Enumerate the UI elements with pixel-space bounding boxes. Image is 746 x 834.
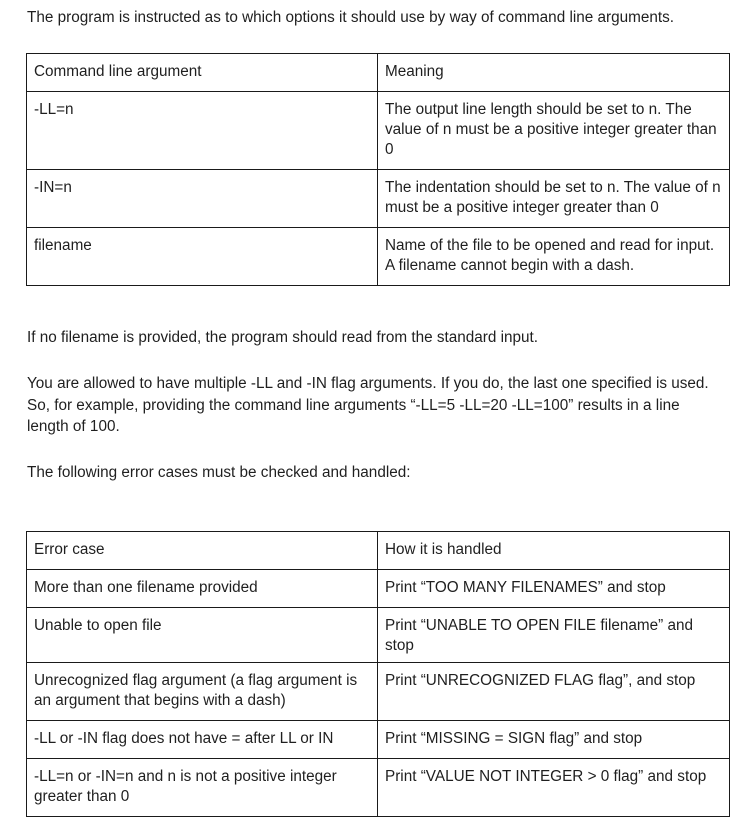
meaning-cell: Name of the file to be opened and read for input. A filename cannot begin with a dash. [378, 228, 730, 286]
errors-table [26, 531, 730, 817]
error-case-cell: -LL or -IN flag does not have = after LL or IN [27, 721, 378, 759]
table-row [27, 663, 730, 721]
table-header-row [27, 54, 730, 92]
handling-cell: Print “TOO MANY FILENAMES” and stop [378, 570, 730, 608]
no-filename-paragraph: If no filename is provided, the program should read from the standard input. [27, 329, 539, 346]
multiple-flags-paragraph: You are allowed to have multiple -LL and -IN flag arguments. If you do, the last one specified is used. So, for example, providing the command line arguments “-LL=5 -LL=20 -LL=100” results in a line length of 100. [27, 375, 709, 435]
table-row [27, 608, 730, 663]
table-row [27, 570, 730, 608]
meaning-cell: The output line length should be set to n. The value of n must be a positive integer greater than 0 [378, 92, 730, 170]
header-cell-meaning: Meaning [378, 54, 730, 92]
argument-cell: -LL=n [27, 92, 378, 170]
error-case-cell: -LL=n or -IN=n and n is not a positive integer greater than 0 [27, 759, 378, 817]
table-row [27, 228, 730, 286]
header-cell-error-case: Error case [27, 532, 378, 570]
argument-cell: -IN=n [27, 170, 378, 228]
table-row [27, 759, 730, 817]
table-row [27, 92, 730, 170]
error-case-cell: Unrecognized flag argument (a flag argument is an argument that begins with a dash) [27, 663, 378, 721]
meaning-cell: The indentation should be set to n. The value of n must be a positive integer greater than 0 [378, 170, 730, 228]
table-row [27, 170, 730, 228]
intro-paragraph: The program is instructed as to which options it should use by way of command line arguments. [27, 9, 675, 26]
error-case-cell: More than one filename provided [27, 570, 378, 608]
table-header-row [27, 532, 730, 570]
header-cell-argument: Command line argument [27, 54, 378, 92]
handling-cell: Print “UNABLE TO OPEN FILE filename” and stop [378, 608, 730, 663]
handling-cell: Print “VALUE NOT INTEGER > 0 flag” and stop [378, 759, 730, 817]
handling-cell: Print “MISSING = SIGN flag” and stop [378, 721, 730, 759]
errors-intro-paragraph: The following error cases must be checked and handled: [27, 464, 411, 481]
argument-cell: filename [27, 228, 378, 286]
header-cell-handling: How it is handled [378, 532, 730, 570]
table-row [27, 721, 730, 759]
arguments-table [26, 53, 730, 286]
error-case-cell: Unable to open file [27, 608, 378, 663]
handling-cell: Print “UNRECOGNIZED FLAG flag”, and stop [378, 663, 730, 721]
